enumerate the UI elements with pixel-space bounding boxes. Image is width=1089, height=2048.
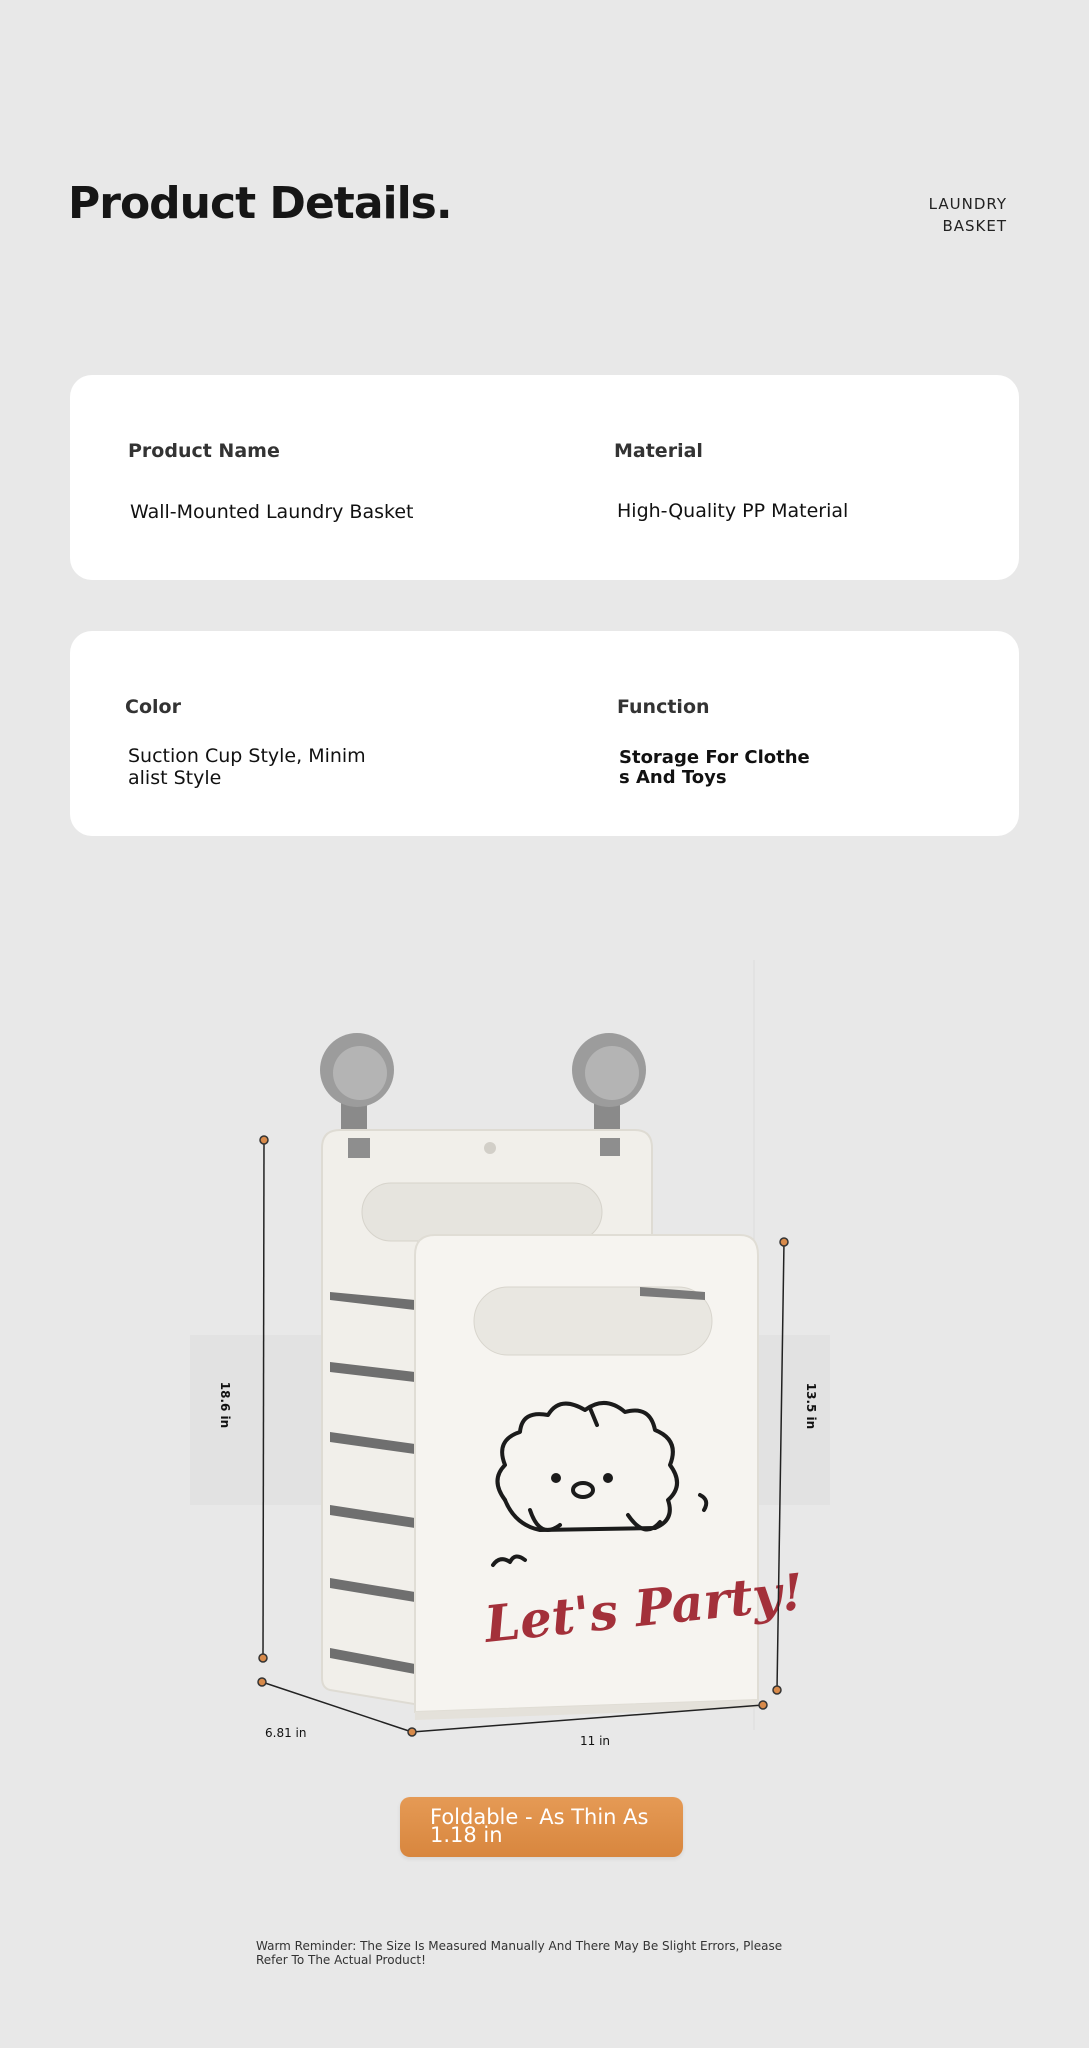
product-name-label: Product Name bbox=[128, 440, 280, 462]
function-label: Function bbox=[617, 696, 710, 718]
suction-cup-left bbox=[320, 1033, 394, 1132]
color-value-line-2: alist Style bbox=[128, 767, 222, 789]
height-front-label: 13.5 in bbox=[804, 1382, 819, 1430]
function-value-line-1: Storage For Clothe bbox=[619, 747, 810, 768]
brand-line-2: BASKET bbox=[942, 217, 1007, 235]
brand-label bbox=[867, 193, 1007, 237]
function-value bbox=[619, 748, 810, 788]
height-total-label: 18.6 in bbox=[218, 1381, 233, 1429]
color-value bbox=[128, 745, 366, 789]
product-illustration bbox=[0, 960, 1089, 1760]
color-value-line-1: Suction Cup Style, Minim bbox=[128, 745, 366, 767]
decal-text: Let's Party! bbox=[481, 1561, 807, 1654]
basket-front-panel bbox=[415, 1235, 758, 1720]
details-card-2 bbox=[70, 631, 1019, 836]
width-label: 11 in bbox=[580, 1734, 611, 1748]
details-card-1 bbox=[70, 375, 1019, 580]
foldable-badge bbox=[400, 1797, 683, 1857]
color-label: Color bbox=[125, 696, 181, 718]
suction-cup-right bbox=[572, 1033, 646, 1132]
foldable-badge-line-2: 1.18 in bbox=[430, 1823, 503, 1847]
product-name-value: Wall-Mounted Laundry Basket bbox=[130, 501, 414, 523]
warm-reminder: Warm Reminder: The Size Is Measured Manually And There May Be Slight Errors, Please Refer To The Actual Product! bbox=[256, 1939, 783, 1967]
material-label: Material bbox=[614, 440, 703, 462]
material-value: High-Quality PP Material bbox=[617, 500, 849, 522]
depth-label: 6.81 in bbox=[265, 1726, 307, 1740]
foldable-badge-line-1: Foldable - As Thin As bbox=[430, 1805, 649, 1829]
function-value-line-2: s And Toys bbox=[619, 767, 727, 788]
page-title: Product Details. bbox=[68, 178, 452, 229]
brand-line-1: LAUNDRY bbox=[928, 195, 1007, 213]
